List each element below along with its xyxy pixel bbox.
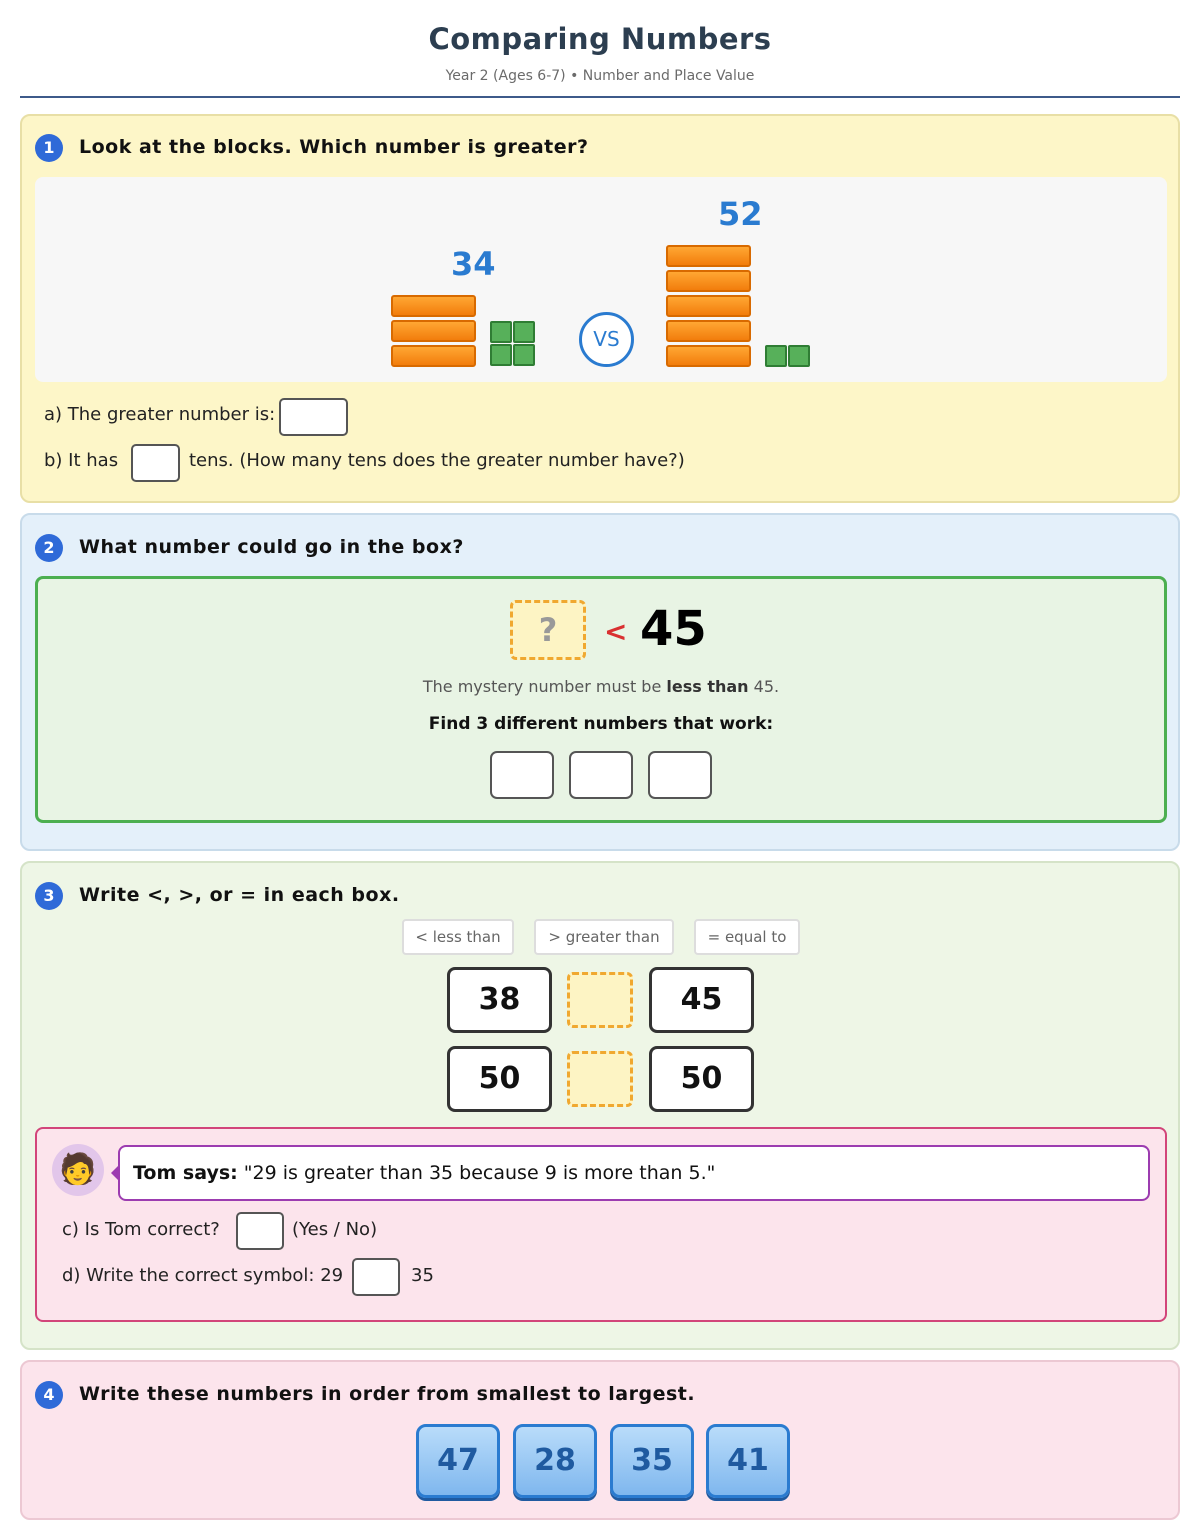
tens-answer-box[interactable] (131, 444, 180, 482)
target-number: 45 (640, 601, 707, 657)
page-subtitle: Year 2 (Ages 6-7) • Number and Place Value (445, 68, 755, 84)
legend-less-than: < less than (402, 919, 514, 955)
answer-line-b-prefix: b) It has (44, 450, 119, 471)
number-card[interactable]: 41 (706, 1424, 790, 1498)
question-3-section (20, 861, 1180, 1350)
compare-left-number: 38 (447, 967, 552, 1033)
tens-rod (391, 295, 476, 317)
question-text: Write these numbers in order from smallest to largest. (79, 1383, 696, 1405)
bubble-pointer (111, 1165, 119, 1181)
compare-left-number: 50 (447, 1046, 552, 1112)
speech-bubble (118, 1145, 1150, 1201)
page-title: Comparing Numbers (428, 22, 772, 56)
tens-rod (666, 270, 751, 292)
hint-suffix: 45. (753, 677, 780, 696)
question-1-section (20, 114, 1180, 503)
speaker-name: Tom says: (133, 1162, 238, 1184)
versus-badge: VS (579, 312, 634, 367)
question-number-badge: 2 (35, 534, 63, 562)
less-than-symbol: < (604, 615, 628, 648)
greater-number-answer-box[interactable] (279, 398, 348, 436)
answer-box-1[interactable] (490, 751, 554, 799)
mystery-number-panel (35, 576, 1167, 823)
left-number-label: 34 (451, 245, 496, 283)
correct-symbol-answer-box[interactable] (352, 1258, 400, 1296)
mystery-number-box: ? (510, 600, 586, 660)
tens-rod (666, 245, 751, 267)
tom-avatar-icon: 🧑 (52, 1144, 104, 1196)
tom-reasoning-panel (35, 1127, 1167, 1322)
ones-cube (765, 345, 787, 367)
answer-line-d-suffix: 35 (411, 1265, 434, 1286)
tens-rod (391, 320, 476, 342)
ones-cube (490, 344, 512, 366)
answer-box-2[interactable] (569, 751, 633, 799)
tens-rod (666, 320, 751, 342)
answer-line-b-suffix: tens. (How many tens does the greater number have?) (189, 450, 685, 471)
question-number-badge: 1 (35, 134, 63, 162)
symbol-answer-slot[interactable] (567, 1051, 633, 1107)
hint-text (38, 677, 1164, 696)
ones-cube (788, 345, 810, 367)
question-4-section (20, 1360, 1180, 1520)
tens-rod (391, 345, 476, 367)
symbol-answer-slot[interactable] (567, 972, 633, 1028)
legend-equal-to: = equal to (694, 919, 800, 955)
ones-cube (513, 344, 535, 366)
number-card[interactable]: 28 (513, 1424, 597, 1498)
answer-line-d-prefix: d) Write the correct symbol: 29 (62, 1265, 344, 1286)
number-card[interactable]: 35 (610, 1424, 694, 1498)
tens-rod (666, 345, 751, 367)
legend-greater-than: > greater than (534, 919, 674, 955)
find-instruction: Find 3 different numbers that work: (428, 714, 774, 734)
question-number-badge: 3 (35, 882, 63, 910)
compare-right-number: 45 (649, 967, 754, 1033)
ones-cube (490, 321, 512, 343)
answer-box-3[interactable] (648, 751, 712, 799)
right-number-label: 52 (718, 195, 763, 233)
ones-cube (513, 321, 535, 343)
answer-line-a-label: a) The greater number is: (44, 404, 276, 425)
hint-bold: less than (666, 677, 749, 696)
number-card[interactable]: 47 (416, 1424, 500, 1498)
answer-line-c-prefix: c) Is Tom correct? (62, 1219, 220, 1240)
compare-right-number: 50 (649, 1046, 754, 1112)
question-number-badge: 4 (35, 1381, 63, 1409)
worksheet-header (20, 0, 1180, 98)
answer-line-c-suffix: (Yes / No) (292, 1219, 378, 1240)
tom-quote: "29 is greater than 35 because 9 is more than 5." (243, 1162, 716, 1184)
question-text: What number could go in the box? (79, 536, 464, 558)
tens-rod (666, 295, 751, 317)
tom-correct-answer-box[interactable] (236, 1212, 284, 1250)
base-ten-blocks-panel (35, 177, 1167, 382)
question-text: Write <, >, or = in each box. (79, 884, 400, 906)
hint-prefix: The mystery number must be (422, 677, 662, 696)
question-text: Look at the blocks. Which number is greater? (79, 136, 589, 158)
question-2-section (20, 513, 1180, 851)
